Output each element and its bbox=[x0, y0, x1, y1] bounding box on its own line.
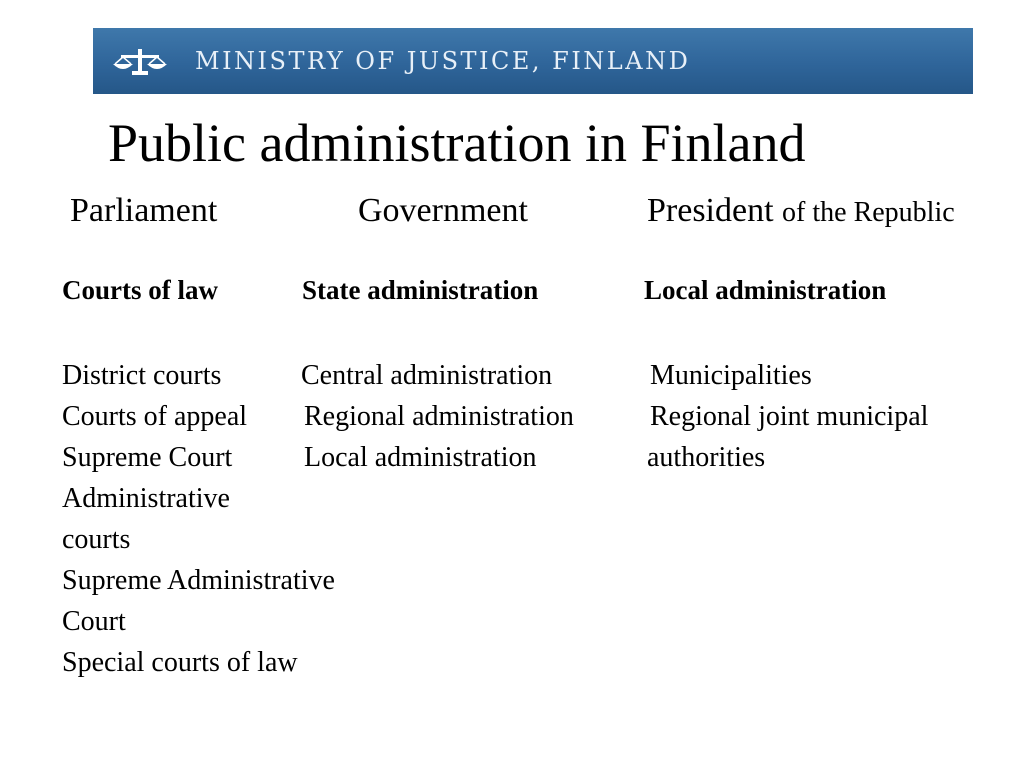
slide-title: Public administration in Finland bbox=[108, 113, 806, 173]
branch-president bbox=[647, 194, 955, 228]
scales-of-justice-icon bbox=[111, 47, 169, 77]
courts-list bbox=[62, 355, 335, 683]
organization-name: MINISTRY OF JUSTICE, FINLAND bbox=[195, 47, 691, 75]
header-banner bbox=[93, 28, 973, 94]
list-item: District courts bbox=[62, 360, 222, 391]
list-item: Local administration bbox=[304, 442, 537, 473]
list-item: courts bbox=[62, 524, 131, 555]
list-item: Regional administration bbox=[304, 401, 574, 432]
list-item: Municipalities bbox=[650, 360, 812, 391]
list-item: Supreme Administrative bbox=[62, 565, 335, 596]
list-item: Court bbox=[62, 606, 126, 637]
branch-parliament: Parliament bbox=[70, 192, 218, 229]
list-item: Central administration bbox=[301, 360, 553, 391]
list-item: authorities bbox=[647, 442, 766, 473]
local-administration-list bbox=[647, 355, 928, 478]
list-item: Special courts of law bbox=[62, 647, 298, 678]
list-item: Regional joint municipal bbox=[650, 401, 929, 432]
state-administration-list bbox=[301, 355, 574, 478]
president-label: President bbox=[647, 192, 774, 229]
column-heading-courts: Courts of law bbox=[62, 275, 218, 305]
list-item: Supreme Court bbox=[62, 442, 233, 473]
branch-government: Government bbox=[358, 192, 528, 229]
column-heading-local: Local administration bbox=[644, 275, 887, 305]
list-item: Administrative bbox=[62, 483, 230, 514]
list-item: Courts of appeal bbox=[62, 401, 248, 432]
column-heading-state: State administration bbox=[302, 275, 539, 305]
president-suffix: of the Republic bbox=[782, 197, 955, 228]
